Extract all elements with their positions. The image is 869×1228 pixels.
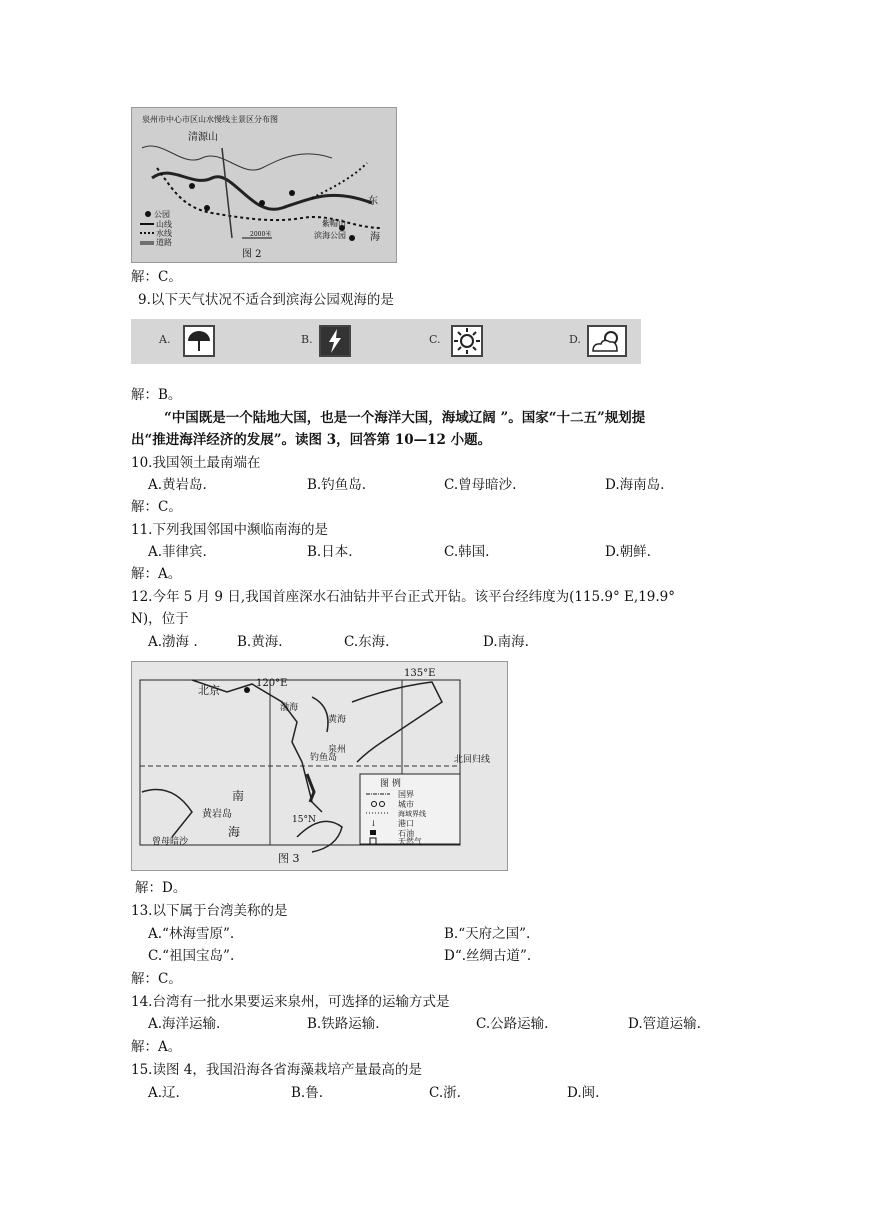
map-2-legend-road: 道路 <box>156 238 172 247</box>
question-11-option-c: C.韩国. <box>444 544 490 560</box>
question-12-option-a: A.渤海 . <box>148 634 198 650</box>
map-3-quanzhou: 泉州 <box>328 745 347 755</box>
question-11-option-b: B.日本. <box>307 544 353 560</box>
question-15-option-c: C.浙. <box>429 1085 461 1101</box>
map-2-title: 泉州市中心市区山水慢线主景区分布图 <box>142 115 278 124</box>
question-13-stem: 13.以下属于台湾美称的是 <box>131 903 288 919</box>
question-12-option-c: C.东海. <box>344 634 390 650</box>
map-2-label-east: 东 <box>368 196 378 207</box>
answer-13: 解：C。 <box>131 971 182 987</box>
partly-cloudy-icon <box>587 325 627 357</box>
question-14-option-b: B.铁路运输. <box>307 1016 380 1032</box>
question-15-option-b: B.鲁. <box>291 1085 324 1101</box>
map-3-lon-120: 120°E <box>256 678 288 689</box>
sunny-icon <box>451 325 483 357</box>
weather-label-b: B. <box>301 333 313 346</box>
intro-paragraph-line-2: 出“推进海洋经济的发展”。读图 3，回答第 10—12 小题。 <box>131 432 492 448</box>
weather-options-strip <box>131 319 641 364</box>
map-3-tropic: 北回归线 <box>454 755 491 765</box>
weather-label-a: A. <box>159 333 171 346</box>
map-3-legend-gas: 天然气 <box>398 837 422 846</box>
map-2-legend-water: 水线 <box>156 229 172 238</box>
intro-paragraph-line-1: “中国既是一个陆地大国，也是一个海洋大国，海域辽阔 ”。国家“十二五”规划提 <box>164 410 646 426</box>
map-3-caption: 图 3 <box>278 852 300 865</box>
map-2-label-guanyin: 紫帽山 <box>322 219 346 228</box>
map-3-zengmu: 曾母暗沙 <box>152 837 189 847</box>
question-15-stem: 15.读图 4，我国沿海各省海藻栽培产量最高的是 <box>131 1062 422 1078</box>
question-13-option-c: C.“祖国宝岛”. <box>148 948 235 964</box>
question-10-option-d: D.海南岛. <box>605 477 665 493</box>
map-2-label-binhai: 滨海公园 <box>314 231 346 240</box>
answer-12: 解：D。 <box>135 880 187 896</box>
lightning-icon <box>319 325 351 357</box>
map-3-lat-15: 15°N <box>292 815 316 825</box>
question-14-option-a: A.海洋运输. <box>148 1016 221 1032</box>
question-13-option-a: A.“林海雪原”. <box>148 926 235 942</box>
map-figure-3 <box>131 661 508 871</box>
answer-10: 解：C。 <box>131 499 182 515</box>
question-10-option-a: A.黄岩岛. <box>148 477 207 493</box>
map-3-drawing <box>132 662 507 870</box>
question-14-option-c: C.公路运输. <box>476 1016 549 1032</box>
question-10-option-c: C.曾母暗沙. <box>444 477 517 493</box>
map-2-caption: 图 2 <box>242 249 262 260</box>
question-12-stem-line-1: 12.今年 5 月 9 日,我国首座深水石油钻井平台正式开钻。该平台经纬度为(115.9° E,19.9° <box>131 589 676 605</box>
question-11-option-d: D.朝鲜. <box>605 544 651 560</box>
question-12-option-d: D.南海. <box>483 634 529 650</box>
weather-label-c: C. <box>429 333 441 346</box>
map-2-legend-mountain: 山线 <box>156 220 172 229</box>
question-13-option-d: D“.丝绸古道”. <box>444 948 532 964</box>
question-11-option-a: A.菲律宾. <box>148 544 207 560</box>
question-14-option-d: D.管道运输. <box>628 1016 701 1032</box>
question-14-stem: 14.台湾有一批水果要运来泉州，可选择的运输方式是 <box>131 994 450 1010</box>
map-3-nan: 南 <box>232 789 245 803</box>
answer-9: 解：B。 <box>131 387 182 403</box>
map-3-beijing: 北京 <box>198 684 220 697</box>
map-3-legend-title: 图 例 <box>380 779 401 789</box>
weather-label-d: D. <box>569 333 581 346</box>
map-3-legend-city: 城市 <box>398 800 414 809</box>
map-3-bohai: 渤海 <box>280 703 299 713</box>
question-15-option-d: D.闽. <box>567 1085 600 1101</box>
map-3-legend-port: 港口 <box>398 819 414 828</box>
map-3-lon-135: 135°E <box>404 668 436 679</box>
map-2-legend-park: 公园 <box>154 210 170 219</box>
map-figure-2 <box>131 107 397 263</box>
answer-11: 解：A。 <box>131 566 182 582</box>
question-9: 9.以下天气状况不适合到滨海公园观海的是 <box>138 292 394 308</box>
answer-14: 解：A。 <box>131 1039 182 1055</box>
map-2-label-sea: 海 <box>370 232 380 243</box>
question-15-option-a: A.辽. <box>148 1085 180 1101</box>
map-2-drawing <box>132 108 396 262</box>
map-3-diaoyu: 钓鱼岛 <box>310 753 338 763</box>
map-3-legend-border: 国界 <box>398 790 414 799</box>
map-3-legend-port-icon: ↓ <box>370 819 377 828</box>
map-3-legend-oil: 石油 <box>398 829 414 838</box>
rain-umbrella-icon <box>183 325 215 357</box>
map-2-scale: 2000米 <box>250 231 272 238</box>
question-10-option-b: B.钓鱼岛. <box>307 477 367 493</box>
question-10-stem: 10.我国领土最南端在 <box>131 455 261 471</box>
question-12-option-b: B.黄海. <box>237 634 283 650</box>
answer-8: 解：C。 <box>131 269 182 285</box>
question-11-stem: 11.下列我国邻国中濒临南海的是 <box>131 522 328 538</box>
map-3-huanghai: 黄海 <box>328 715 347 725</box>
question-12-stem-line-2: N)，位于 <box>131 611 189 627</box>
map-3-legend-sea: 海域界线 <box>398 810 426 818</box>
map-2-label-qingyuan: 清源山 <box>188 132 218 143</box>
question-13-option-b: B.“天府之国”. <box>444 926 531 942</box>
map-3-huangyan: 黄岩岛 <box>202 809 232 820</box>
map-3-hai: 海 <box>228 825 241 839</box>
